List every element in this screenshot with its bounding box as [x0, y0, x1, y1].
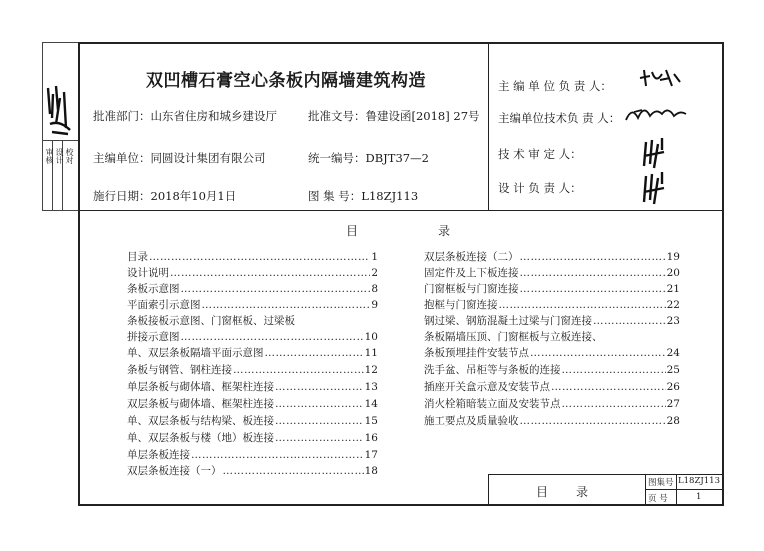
toc-item[interactable] — [424, 396, 680, 411]
role-chief-unit-head: 主 编 单 位 负 责 人： — [498, 79, 612, 93]
toc-item[interactable] — [127, 430, 378, 445]
toc-heading-right: 录 — [438, 224, 451, 238]
toc-item-page: 18 — [364, 465, 378, 477]
toc-item[interactable] — [424, 362, 680, 377]
toc-item-page: 19 — [666, 251, 680, 263]
toc-leader — [181, 283, 371, 295]
toc-item[interactable] — [127, 413, 378, 428]
toc-item-page: 1 — [371, 251, 378, 263]
toc-item-label: 抱框与门窗连接 — [424, 299, 498, 311]
toc-item[interactable] — [127, 447, 378, 462]
toc-item-label: 单、双层条板隔墙平面示意图 — [127, 347, 264, 359]
toc-item[interactable] — [127, 362, 378, 377]
strip-outer-left — [42, 42, 43, 210]
toc-item-label: 条板预埋挂件安装节点 — [424, 347, 529, 359]
toc-item-label: 插座开关盒示意及安装节点 — [424, 381, 550, 393]
toc-item-page: 12 — [364, 364, 378, 376]
toc-item-label: 钢过梁、钢筋混凝土过梁与门窗连接 — [424, 315, 592, 327]
toc-leader — [223, 465, 364, 477]
toc-item-page: 21 — [666, 283, 680, 295]
toc-item-page: 9 — [371, 299, 378, 311]
toc-item-page: 17 — [364, 449, 378, 461]
toc-leader — [562, 364, 666, 376]
tb-top — [488, 474, 724, 475]
tb-row-split — [645, 489, 724, 490]
tb-split — [645, 474, 646, 506]
toc-item-page: 15 — [364, 415, 378, 427]
role-chief-tech-head: 主编单位技术负 责 人： — [498, 111, 621, 125]
toc-item-label: 消火栓箱暗装立面及安装节点 — [424, 398, 561, 410]
toc-item-page: 16 — [364, 432, 378, 444]
toc-item-page: 24 — [666, 347, 680, 359]
toc-leader — [562, 398, 666, 410]
strip-label-design: 设计 — [55, 148, 64, 164]
toc-leader — [520, 267, 666, 279]
toc-leader — [233, 364, 364, 376]
approval-dept: 批准部门：山东省住房和城乡建设厅 — [93, 109, 277, 123]
strip-top — [42, 42, 78, 43]
tb-atlas-label: 图集号 — [648, 478, 674, 488]
toc-leader — [520, 415, 666, 427]
toc-item-page: 8 — [371, 283, 378, 295]
editor-unit: 主编单位：同圆设计集团有限公司 — [93, 151, 266, 165]
toc-item-page: 11 — [364, 347, 378, 359]
toc-leader — [520, 251, 666, 263]
strip-label-check: 校对 — [65, 148, 74, 164]
frame-top — [78, 42, 724, 44]
toc-item-continued[interactable]: 条板接板示意图、门窗框板、过梁板 — [127, 315, 295, 327]
toc-item-label: 单、双层条板与楼（地）板连接 — [127, 432, 274, 444]
toc-leader — [520, 283, 666, 295]
toc-leader — [202, 299, 371, 311]
toc-item-label: 平面索引示意图 — [127, 299, 201, 311]
header-vertical-divider — [488, 42, 489, 210]
strip-bottom — [42, 210, 78, 211]
toc-item-label: 条板示意图 — [127, 283, 180, 295]
frame-left — [78, 42, 80, 506]
frame-bottom — [78, 504, 724, 506]
toc-leader — [265, 347, 364, 359]
header-divider — [78, 210, 724, 211]
toc-item[interactable] — [424, 281, 680, 296]
approval-doc: 批准文号：鲁建设函[2018] 27号 — [308, 109, 480, 123]
strip-label-review: 审核 — [45, 148, 54, 164]
toc-leader — [530, 347, 666, 359]
signature-chief-unit-head-icon — [636, 66, 684, 90]
toc-leader — [593, 315, 666, 327]
toc-item-page: 20 — [666, 267, 680, 279]
toc-item-label: 单层条板与砌体墙、框架柱连接 — [127, 381, 274, 393]
toc-leader — [275, 398, 364, 410]
role-design-lead: 设 计 负 责 人： — [498, 181, 582, 195]
tb-atlas-value: L18ZJ113 — [678, 476, 720, 486]
toc-item-label: 双层条板连接（一） — [127, 465, 222, 477]
signature-design-lead-icon — [640, 170, 670, 206]
toc-item[interactable] — [424, 313, 680, 328]
tb-page-value: 1 — [696, 492, 702, 502]
tb-page-label: 页 号 — [648, 494, 668, 504]
toc-item-label: 单层条板连接 — [127, 449, 190, 461]
toc-item-label: 设计说明 — [127, 267, 169, 279]
toc-item[interactable] — [127, 379, 378, 394]
toc-item[interactable] — [127, 249, 378, 264]
toc-item-label: 双层条板与砌体墙、框架柱连接 — [127, 398, 274, 410]
page-title: 双凹槽石膏空心条板内隔墙建筑构造 — [146, 71, 426, 91]
toc-leader — [149, 251, 370, 263]
toc-item-page: 23 — [666, 315, 680, 327]
toc-item-page: 28 — [666, 415, 680, 427]
toc-item-page: 27 — [666, 398, 680, 410]
toc-leader — [275, 432, 364, 444]
toc-item[interactable] — [424, 297, 680, 312]
toc-item-label: 单、双层条板与结构梁、板连接 — [127, 415, 274, 427]
toc-item[interactable] — [424, 249, 680, 264]
tb-name-left: 目 — [536, 485, 549, 499]
toc-item[interactable] — [127, 396, 378, 411]
toc-item-page: 2 — [371, 267, 378, 279]
toc-item-label: 条板与钢管、钢柱连接 — [127, 364, 232, 376]
toc-leader — [499, 299, 666, 311]
strip-mid — [42, 140, 78, 141]
signature-tech-reviewer-icon — [640, 136, 670, 170]
toc-item[interactable] — [127, 329, 378, 344]
unified-number: 统一编号：DBJT37—2 — [308, 151, 429, 165]
frame-right — [722, 42, 724, 506]
effective-date: 施行日期：2018年10月1日 — [93, 189, 237, 203]
toc-item[interactable] — [424, 379, 680, 394]
tb-left — [488, 474, 489, 506]
atlas-number: 图 集 号：L18ZJ113 — [308, 189, 419, 203]
tb-name-right: 录 — [576, 485, 589, 499]
strip-signature-icon — [44, 84, 76, 138]
toc-leader — [170, 267, 370, 279]
toc-item-page: 14 — [364, 398, 378, 410]
role-tech-reviewer: 技 术 审 定 人： — [498, 147, 582, 161]
toc-item-continued[interactable]: 条板隔墙压顶、门窗框板与立板连接、 — [424, 331, 603, 343]
toc-item-page: 22 — [666, 299, 680, 311]
toc-item-label: 门窗框板与门窗连接 — [424, 283, 519, 295]
toc-item[interactable] — [127, 345, 378, 360]
toc-item[interactable] — [127, 281, 378, 296]
signature-chief-tech-head-icon — [624, 100, 688, 126]
toc-item-label: 双层条板连接（二） — [424, 251, 519, 263]
toc-item-page: 26 — [666, 381, 680, 393]
toc-item-label: 固定件及上下板连接 — [424, 267, 519, 279]
toc-item[interactable] — [127, 297, 378, 312]
toc-leader — [275, 381, 364, 393]
toc-item-page: 25 — [666, 364, 680, 376]
toc-heading-left: 目 — [346, 224, 359, 238]
tb-label-split — [676, 474, 677, 506]
toc-item-label: 洗手盆、吊柜等与条板的连接 — [424, 364, 561, 376]
toc-leader — [191, 449, 364, 461]
toc-item-page: 13 — [364, 381, 378, 393]
toc-item-page: 10 — [364, 331, 378, 343]
toc-leader — [181, 331, 364, 343]
toc-item[interactable] — [127, 265, 378, 280]
toc-item[interactable] — [424, 413, 680, 428]
toc-leader — [275, 415, 364, 427]
toc-item[interactable] — [424, 265, 680, 280]
toc-leader — [551, 381, 666, 393]
toc-item-label: 施工要点及质量验收 — [424, 415, 519, 427]
toc-item-label: 目录 — [127, 251, 148, 263]
toc-item[interactable] — [127, 463, 378, 478]
toc-item-label: 拼接示意图 — [127, 331, 180, 343]
toc-item[interactable] — [424, 345, 680, 360]
